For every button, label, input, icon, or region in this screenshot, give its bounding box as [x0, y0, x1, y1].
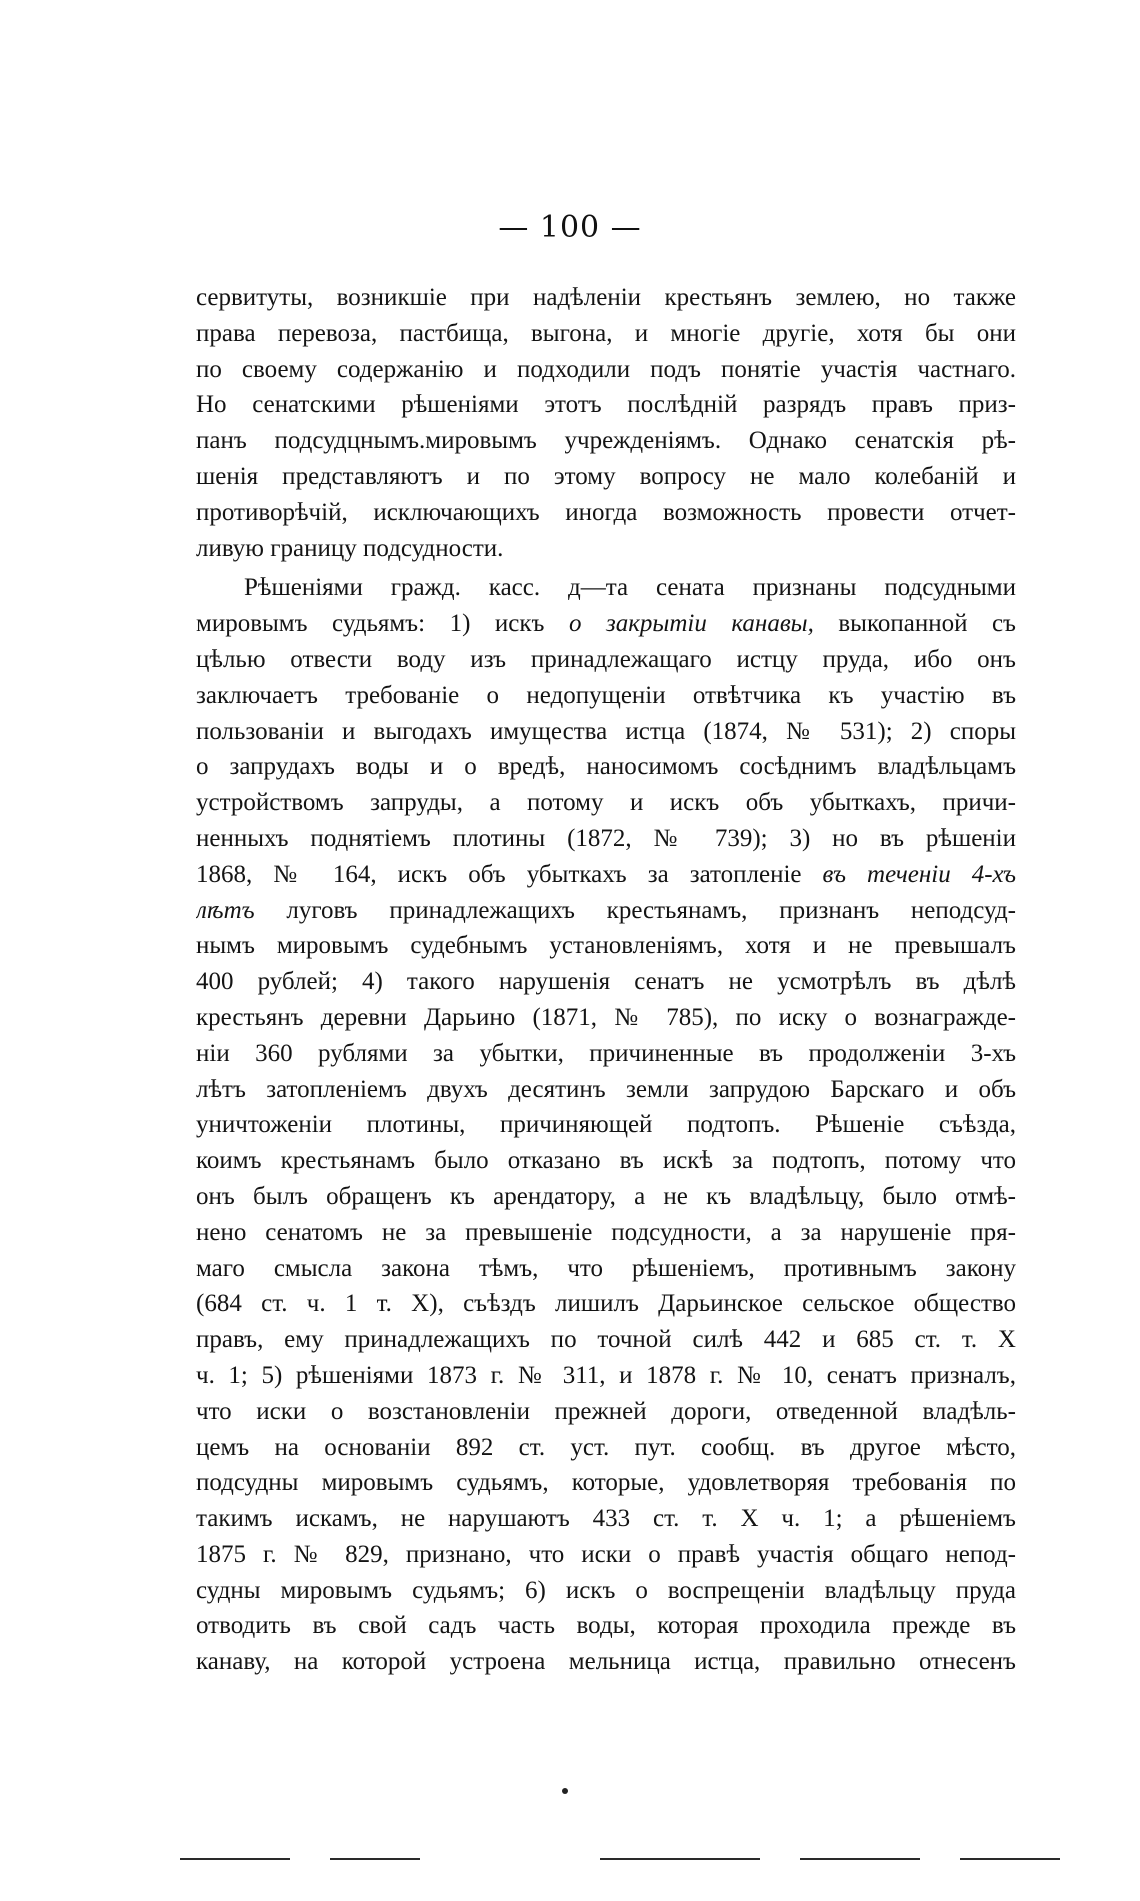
text-line: цемъ на основаніи 892 ст. уст. пут. сообщ. въ другое мѣсто,: [196, 1433, 1016, 1461]
text-run: 1868, № 164, искъ объ убыткахъ за затопленіе: [196, 860, 823, 888]
text-line: такимъ искамъ, не нарушаютъ 433 ст. т. X ч. 1; а рѣшеніемъ: [196, 1505, 1016, 1533]
text-line: заключаетъ требованіе о недопущеніи отвѣтчика къ участію въ: [196, 681, 1016, 709]
text-line: крестьянъ деревни Дарьино (1871, № 785), по иску о вознагражде-: [196, 1003, 1016, 1031]
text-line: ніи 360 рублями за убытки, причиненные въ продолженіи 3-хъ: [196, 1039, 1016, 1067]
text-line: подсудны мировымъ судьямъ, которые, удовлетворяя требованія по: [196, 1469, 1016, 1497]
text-line: пользованіи и выгодахъ имущества истца (1874, № 531); 2) споры: [196, 717, 1016, 745]
text-line: 400 рублей; 4) такого нарушенія сенатъ не усмотрѣлъ въ дѣлѣ: [196, 968, 1016, 996]
text-line-with-italic: [196, 857, 1016, 893]
text-line: судны мировымъ судьямъ; 6) искъ о воспрещеніи владѣльцу пруда: [196, 1576, 1016, 1604]
text-line: (684 ст. ч. 1 т. X), съѣздъ лишилъ Дарьинское сельское общество: [196, 1290, 1016, 1318]
text-line: маго смысла закона тѣмъ, что рѣшеніемъ, противнымъ закону: [196, 1254, 1016, 1282]
scan-edge-mark: [960, 1858, 1060, 1860]
text-line-with-italic: [196, 893, 1016, 929]
scan-edge-mark: [330, 1858, 420, 1860]
text-line: отводить въ свой садъ часть воды, которая проходила прежде въ: [196, 1612, 1016, 1640]
scan-edge-mark: [800, 1858, 920, 1860]
scan-edge-mark: [180, 1858, 290, 1860]
text-line: уничтоженіи плотины, причиняющей подтопъ. Рѣшеніе съѣзда,: [196, 1111, 1016, 1139]
text-line: нымъ мировымъ судебнымъ установленіямъ, хотя и не превышалъ: [196, 932, 1016, 960]
text-line: канаву, на которой устроена мельница истца, правильно отнесенъ: [196, 1648, 1016, 1676]
text-line: о запрудахъ воды и о вредѣ, наносимомъ сосѣднимъ владѣльцамъ: [196, 753, 1016, 781]
scan-edge-mark: [600, 1858, 760, 1860]
text-run: луговъ принадлежащихъ крестьянамъ, признанъ неподсуд-: [254, 896, 1016, 924]
text-line: ливую границу подсудности.: [196, 534, 504, 562]
text-line: шенія представляютъ и по этому вопросу не мало колебаній и: [196, 462, 1016, 490]
text-line: нено сенатомъ не за превышеніе подсудности, а за нарушеніе пря-: [196, 1218, 1016, 1246]
page-number: — 100 —: [498, 210, 642, 245]
text-run: выкопанной съ: [813, 610, 1016, 638]
text-line: цѣлью отвести воду изъ принадлежащаго истцу пруда, ибо онъ: [196, 645, 1016, 673]
text-line: Но сенатскими рѣшеніями этотъ послѣдній разрядъ правъ приз-: [196, 391, 1016, 419]
italic-phrase: лѣтъ: [196, 896, 255, 924]
text-line: Рѣшеніями гражд. касс. д—та сената признаны подсудными: [244, 574, 1016, 602]
text-line: противорѣчій, исключающихъ иногда возможность провести отчет-: [196, 498, 1016, 526]
text-line: 1875 г. № 829, признано, что иски о правѣ участія общаго непод-: [196, 1540, 1016, 1568]
text-line: коимъ крестьянамъ было отказано въ искѣ за подтопъ, потому что: [196, 1147, 1016, 1175]
body-text: [196, 280, 1016, 1680]
paragraph-1: [196, 280, 1016, 566]
text-line: права перевоза, пастбища, выгона, и многіе другіе, хотя бы они: [196, 319, 1016, 347]
text-line: по своему содержанію и подходили подъ понятіе участія частнаго.: [196, 355, 1016, 383]
text-run: мировымъ судьямъ: 1) искъ: [196, 610, 569, 638]
text-line-with-italic: [196, 606, 1016, 642]
text-line: что иски о возстановленіи прежней дороги, отведенной владѣль-: [196, 1397, 1016, 1425]
italic-phrase: въ теченіи 4-хъ: [822, 860, 1016, 888]
text-line: правъ, ему принадлежащихъ по точной силѣ 442 и 685 ст. т. X: [196, 1326, 1016, 1354]
text-line: ч. 1; 5) рѣшеніями 1873 г. № 311, и 1878 г. № 10, сенатъ призналъ,: [196, 1361, 1016, 1389]
text-line: онъ былъ обращенъ къ арендатору, а не къ владѣльцу, было отмѣ-: [196, 1182, 1016, 1210]
text-line: панъ подсудцнымъ.мировымъ учрежденіямъ. Однако сенатскія рѣ-: [196, 427, 1016, 455]
italic-phrase: о закрытіи канавы,: [568, 610, 814, 638]
text-line: устройствомъ запруды, а потому и искъ объ убыткахъ, причи-: [196, 789, 1016, 817]
text-line: ненныхъ поднятіемъ плотины (1872, № 739); 3) но въ рѣшеніи: [196, 824, 1016, 852]
text-line: лѣтъ затопленіемъ двухъ десятинъ земли запрудою Барскаго и объ: [196, 1075, 1016, 1103]
scan-speck: [562, 1788, 568, 1794]
paragraph-2: [196, 570, 1016, 1680]
text-line: сервитуты, возникшіе при надѣленіи крестьянъ землею, но также: [196, 284, 1016, 311]
